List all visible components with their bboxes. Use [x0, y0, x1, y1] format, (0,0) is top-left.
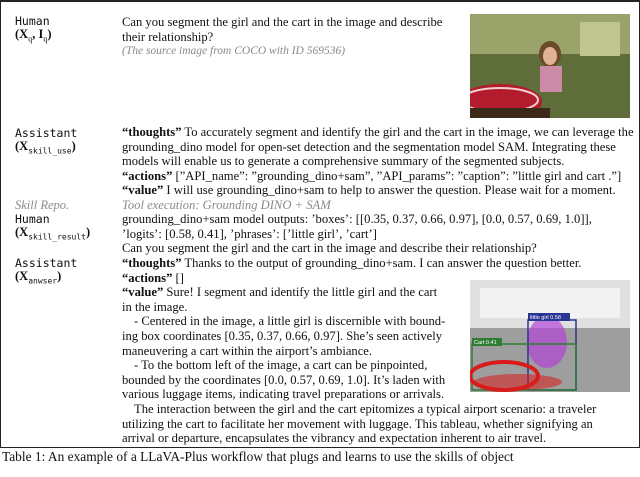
human-question — [122, 15, 462, 59]
symbol-sub-2: q — [43, 34, 48, 44]
symbol-close: ) — [47, 27, 52, 41]
symbol-close: ) — [57, 269, 62, 283]
role-symbol — [15, 226, 90, 244]
symbol-sub: skill_use — [28, 146, 72, 156]
actions-label: “actions” — [122, 168, 173, 183]
value-label: “value” — [122, 183, 164, 198]
actions-block — [122, 169, 634, 184]
role-assistant-2 — [15, 257, 77, 288]
symbol-sep: , I — [32, 27, 44, 41]
role-name: Assistant — [15, 126, 78, 140]
cart-paragraph-line-3: various luggage items, indicating travel preparations or arrivals. — [122, 387, 445, 402]
role-name: Human — [15, 212, 50, 226]
cart-paragraph-line-2: bounded by the coordinates [0.0, 0.57, 0.69, 1.0]. It’s laden with — [122, 372, 446, 387]
role-human-1 — [15, 15, 52, 46]
symbol-close: ) — [86, 225, 91, 239]
girl-box-label: little girl 0.58 — [530, 315, 561, 321]
value-text-2: in the image. — [122, 299, 188, 314]
image-source-note: (The source image from COCO with ID 569536) — [122, 45, 346, 58]
assistant-skill-use — [122, 125, 634, 198]
symbol-x: (X — [15, 225, 29, 239]
role-name: Human — [15, 14, 50, 28]
source-photo — [470, 14, 630, 118]
source-image — [470, 14, 630, 118]
question-text: Can you segment the girl and the cart in the image and describe their relationship? — [122, 15, 443, 44]
cart-paragraph-line-1: - To the bottom left of the image, a cart can be pinpointed, — [134, 358, 428, 373]
value-block — [122, 183, 634, 198]
actions-text: [”API_name”: ”grounding_dino+sam”, ”API_params”: ”caption”: ”little girl and cart .”] — [172, 168, 622, 183]
relation-paragraph-line-3: arrival or departure, encapsulates the vibrancy and expectation inherent to air travel. — [122, 431, 547, 446]
role-name: Assistant — [15, 256, 78, 270]
human-skill-result — [122, 212, 637, 256]
table-caption: Table 1: An example of a LLaVA-Plus workflow that plugs and learns to use the skills of object — [2, 449, 514, 464]
thoughts-label: “thoughts” — [122, 256, 182, 270]
girl-paragraph-line-2: ing box coordinates [0.35, 0.37, 0.66, 0.97]. She’s seen actively — [122, 328, 443, 343]
role-symbol — [15, 28, 52, 46]
table-top-rule — [1, 1, 639, 2]
skill-repo-label: Skill Repo. — [15, 198, 70, 212]
skill-result-line-3: Can you segment the girl and the cart in the image and describe their relationship? — [122, 241, 537, 256]
relation-paragraph-line-2: utilizing the cart to facilitate her movement with luggage. This tableau, whether signifying an — [122, 416, 593, 431]
skill-result-line-2: ’logits’: [0.58, 0.41], ’phrases’: [’little girl’, ’cart’] — [122, 226, 377, 241]
role-assistant-1 — [15, 127, 77, 158]
role-human-2 — [15, 213, 90, 244]
actions-label: “actions” — [122, 270, 173, 285]
thoughts-text: To accurately segment and identify the girl and the cart in the image, we can leverage the grounding_dino model for open-set detection and the segmentation model SAM. Integrating these models will enable us to generate a comprehensive summary of the segmented subjects. — [122, 125, 634, 169]
girl-paragraph-line-1: - Centered in the image, a little girl is discernible with bound- — [134, 314, 446, 329]
answer-thoughts — [122, 256, 637, 271]
symbol-sub: anwser — [28, 276, 58, 286]
role-symbol — [15, 270, 77, 288]
value-text-1: Sure! I segment and identify the little girl and the cart — [163, 285, 438, 300]
skill-result-line-1: grounding_dino+sam model outputs: ’boxes’: [[0.35, 0.37, 0.66, 0.97], [0.0, 0.57, 0.69, 1.0]], — [122, 212, 592, 226]
thoughts-label: “thoughts” — [122, 125, 182, 139]
actions-text: [] — [172, 270, 184, 285]
tool-execution-note: Tool execution: Grounding DINO + SAM — [122, 198, 331, 212]
symbol-sub: skill_result — [28, 232, 86, 242]
symbol-close: ) — [71, 139, 76, 153]
segmented-image — [470, 280, 630, 392]
symbol-sub-1: q — [28, 34, 33, 44]
symbol-x: (X — [15, 27, 29, 41]
thoughts-text: Thanks to the output of grounding_dino+sam. I can answer the question better. — [181, 256, 582, 270]
role-symbol — [15, 140, 77, 158]
symbol-x: (X — [15, 139, 29, 153]
cart-box-label: Cart 0.41 — [474, 340, 497, 346]
thoughts-block — [122, 125, 634, 169]
relation-paragraph-line-1: The interaction between the girl and the cart epitomizes a typical airport scenario: a traveler — [134, 401, 597, 416]
segmented-photo — [470, 280, 630, 392]
symbol-x: (X — [15, 269, 29, 283]
girl-paragraph-line-3: maneuvering a cart within the airport’s ambiance. — [122, 343, 373, 358]
value-text: I will use grounding_dino+sam to help to answer the question. Please wait for a moment. — [163, 183, 616, 198]
value-label: “value” — [122, 285, 164, 300]
